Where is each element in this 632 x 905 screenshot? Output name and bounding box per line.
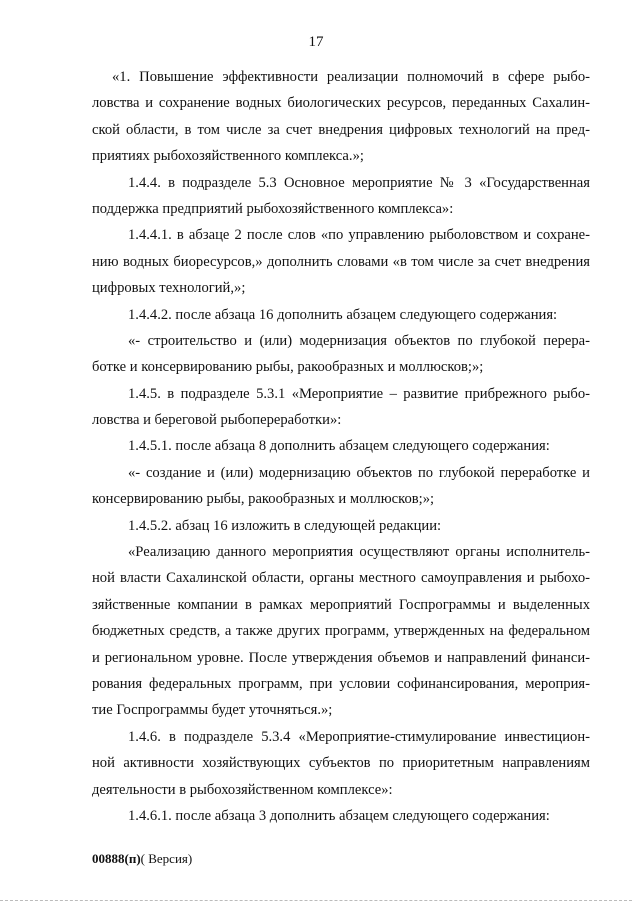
text-line: ной активности хозяйствующих субъектов по приоритетным направлениям [92, 755, 590, 772]
text-line: 1.4.5.1. после абзаца 8 дополнить абзацем следующего содержания: [128, 438, 550, 455]
document-version: ( Версия) [140, 851, 193, 866]
text-line: ной власти Сахалинской области, органы местного самоуправления и рыбохо- [92, 570, 590, 587]
text-line: рования федеральных программ, при условии софинансирования, мероприя- [92, 675, 590, 692]
page-number: 17 [308, 34, 324, 50]
text-line: ской области, в том числе за счет внедрения цифровых технологий на пред- [92, 121, 590, 138]
text-line: «Реализацию данного мероприятия осуществляют органы исполнитель- [128, 544, 590, 561]
text-line: бюджетных средств, а также других программ, утвержденных на федеральном [92, 623, 590, 640]
text-line: ботке и консервированию рыбы, ракообразных и моллюсков;»; [92, 359, 484, 376]
text-line: 1.4.5.2. абзац 16 изложить в следующей редакции: [128, 517, 442, 534]
text-line: «1. Повышение эффективности реализации полномочий в сфере рыбо- [112, 69, 590, 85]
document-code: 00888(п) [92, 851, 141, 866]
text-line: 1.4.5. в подразделе 5.3.1 «Мероприятие – развитие прибрежного рыбо- [128, 385, 590, 402]
text-line: ловства и береговой рыбопереработки»: [92, 412, 342, 429]
text-line: цифровых технологий,»; [92, 280, 246, 297]
text-line: 1.4.4.2. после абзаца 16 дополнить абзацем следующего содержания: [128, 306, 558, 323]
document-footer [92, 851, 192, 867]
text-line: консервированию рыбы, ракообразных и моллюсков;»; [92, 491, 435, 508]
text-line: ловства и сохранение водных биологических ресурсов, переданных Сахалин- [92, 95, 590, 112]
text-line: приятиях рыбохозяйственного комплекса.»; [92, 148, 364, 165]
text-line: 1.4.6. в подразделе 5.3.4 «Мероприятие-стимулирование инвестицион- [128, 728, 590, 745]
text-line: 1.4.4. в подразделе 5.3 Основное мероприятие № 3 «Государственная [128, 174, 590, 191]
scan-edge-divider [0, 900, 632, 905]
text-line: поддержка предприятий рыбохозяйственного комплекса»: [92, 200, 454, 217]
text-line: «- строительство и (или) модернизация объектов по глубокой перера- [128, 332, 590, 349]
text-line: «- создание и (или) модернизацию объектов по глубокой переработке и [128, 464, 590, 481]
text-line: и региональном уровне. После утверждения объемов и направлений финанси- [92, 649, 590, 666]
text-line: деятельности в рыбохозяйственном комплексе»: [92, 781, 393, 798]
text-line: тие Госпрограммы будет уточняться.»; [92, 702, 333, 719]
text-line: 1.4.6.1. после абзаца 3 дополнить абзацем следующего содержания: [128, 807, 550, 824]
text-line: 1.4.4.1. в абзаце 2 после слов «по управлению рыболовством и сохране- [128, 227, 590, 244]
text-line: зяйственные компании в рамках мероприятий Госпрограммы и выделенных [92, 596, 590, 613]
text-line: нию водных биоресурсов,» дополнить словами «в том числе за счет внедрения [92, 253, 590, 270]
document-body [92, 66, 590, 831]
